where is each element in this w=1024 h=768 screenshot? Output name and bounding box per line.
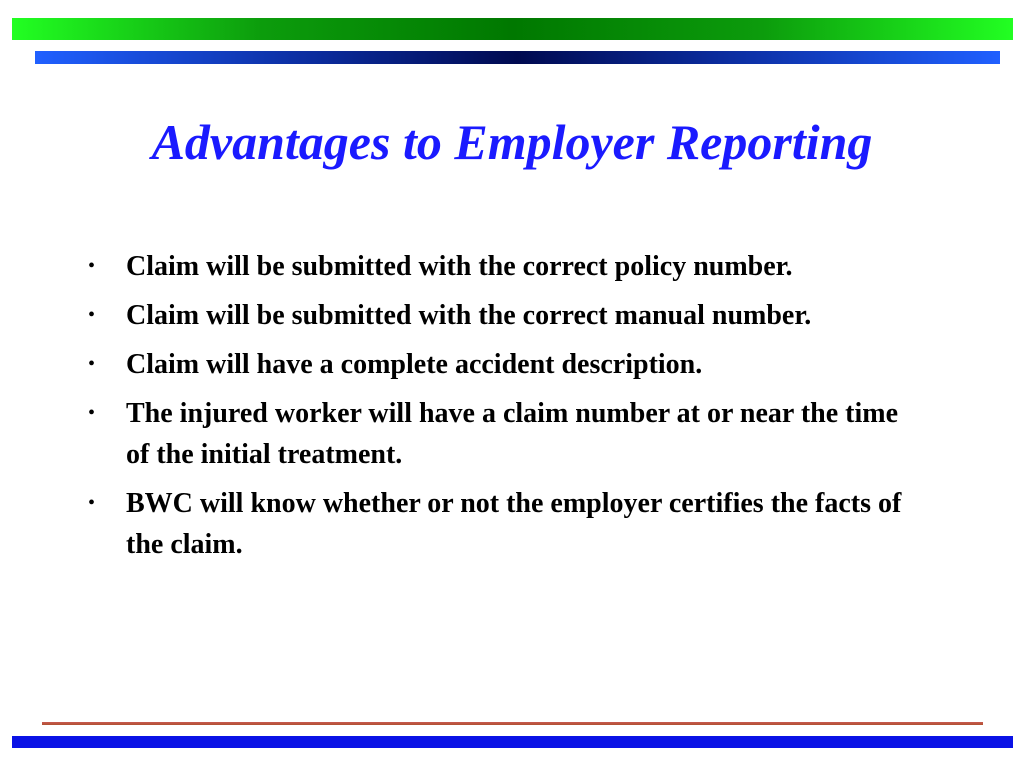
bullet-text: Claim will be submitted with the correct manual number. — [126, 300, 812, 331]
top-green-bar — [12, 18, 1013, 40]
bullet-text: The injured worker will have a claim number at or near the time of the initial treatment. — [126, 398, 899, 470]
bottom-red-rule — [42, 722, 983, 725]
bullet-dot-icon: • — [88, 402, 96, 424]
bottom-blue-bar — [12, 736, 1013, 748]
list-item — [88, 246, 918, 287]
slide-title: Advantages to Employer Reporting — [151, 114, 873, 170]
bullet-dot-icon: • — [88, 304, 96, 326]
bullet-text: BWC will know whether or not the employer certifies the facts of the claim. — [126, 488, 902, 560]
top-blue-bar — [35, 51, 1000, 64]
bullet-text: Claim will have a complete accident description. — [126, 349, 703, 380]
list-item — [88, 393, 918, 475]
bullet-dot-icon: • — [88, 255, 96, 277]
bullet-text: Claim will be submitted with the correct policy number. — [126, 251, 793, 282]
bullet-dot-icon: • — [88, 492, 96, 514]
bullet-list — [88, 246, 918, 573]
list-item — [88, 344, 918, 385]
list-item — [88, 483, 918, 565]
list-item — [88, 295, 918, 336]
bullet-dot-icon: • — [88, 353, 96, 375]
